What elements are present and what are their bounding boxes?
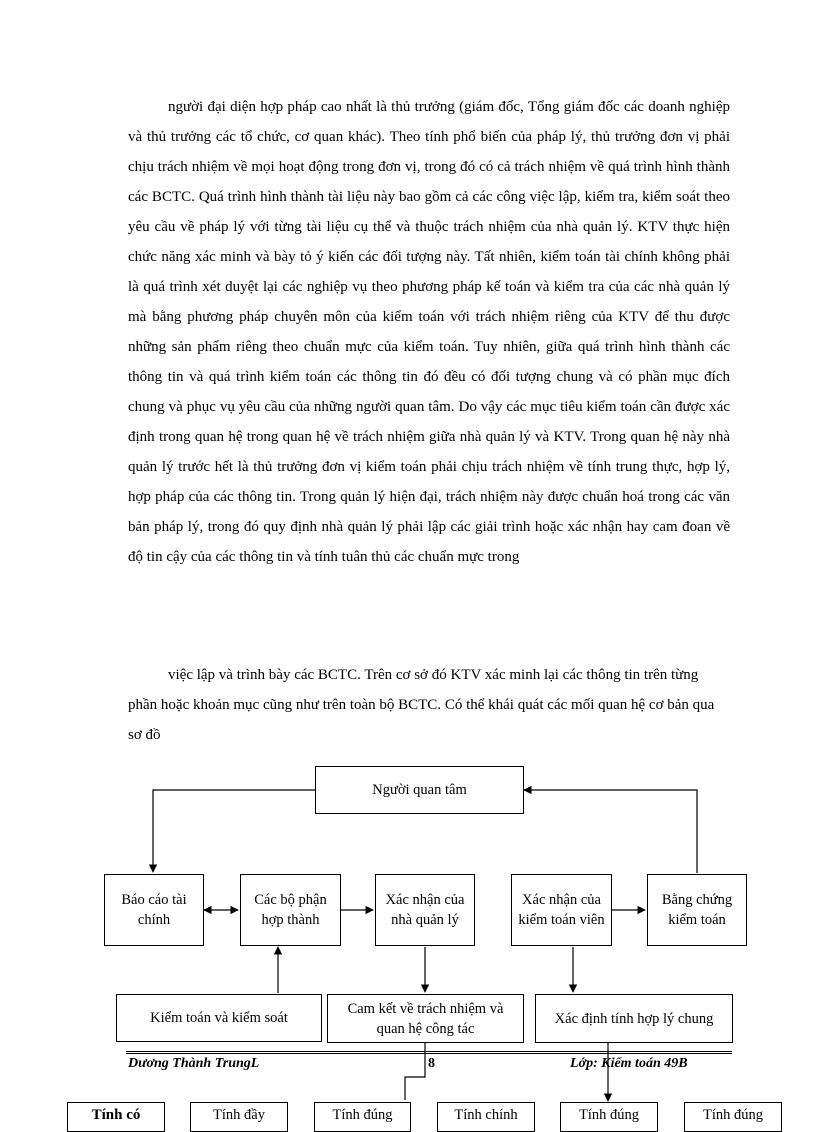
arrow-bangchung-to-nguoi: [524, 790, 697, 873]
box-tinh-dung-1: Tính đúng: [314, 1102, 411, 1132]
box-tinh-co: Tính có: [67, 1102, 165, 1132]
box-tinh-dung-2: Tính đúng: [560, 1102, 658, 1132]
box-xac-nhan-nha-quan-ly: Xác nhận của nhà quản lý: [375, 874, 475, 946]
body-paragraph-1: người đại diện hợp pháp cao nhất là thủ trưởng (giám đốc, Tổng giám đốc các doanh nghiệp và thủ trưởng các tổ chức, cơ quan khác). Theo tính phổ biến của pháp lý, thủ trưởng đơn vị phải chịu trách nhiệm về mọi hoạt động trong đơn vị, trong đó có cả trách nhiệm về quá trình hình thành các BCTC. Quá trình hình thành tài liệu này bao gồm cả các công việc lập, kiểm tra, kiểm soát theo yêu cầu về pháp lý với từng tài liệu cụ thể và thuộc trách nhiệm của nhà quản lý. KTV thực hiện chức năng xác minh và bày tỏ ý kiến các đối tượng này. Tất nhiên, kiểm toán tài chính không phải là quá trình xét duyệt lại các nghiệp vụ theo phương pháp kế toán và kiểm tra của các nhà quản lý mà bằng phương pháp chuyên môn của kiểm toán với trách nhiệm riêng của KTV để thu được những sản phẩm riêng theo chuẩn mực của kiểm toán. Tuy nhiên, giữa quá trình hình thành các thông tin và quá trình kiểm toán các thông tin đó đều có đối tượng chung và có phần mục đích chung và phục vụ yêu cầu của những người quan tâm. Do vậy các mục tiêu kiểm toán cần được xác định trong quan hệ trong quan hệ về trách nhiệm giữa nhà quản lý và KTV. Trong quan hệ này nhà quản lý trước hết là thủ trưởng đơn vị kiểm toán phải chịu trách nhiệm về tính trung thực, hợp lý, hợp pháp của các thông tin. Trong quản lý hiện đại, trách nhiệm này được chuẩn hoá trong các văn bản pháp lý, trong đó quy định nhà quản lý phải lập các giải trình hoặc xác nhận hay cam đoan về độ tin cậy của các thông tin và tính tuân thủ các chuẩn mực trong: [128, 99, 730, 565]
box-bao-cao-tai-chinh: Báo cáo tài chính: [104, 874, 204, 946]
body-paragraph-2: việc lập và trình bày các BCTC. Trên cơ sở đó KTV xác minh lại các thông tin trên từng phần hoặc khoản mục cũng như trên toàn bộ BCTC. Có thể khái quát các mối quan hệ cơ bản qua sơ đồ: [128, 667, 715, 743]
box-xac-dinh: Xác định tính hợp lý chung: [535, 994, 733, 1043]
box-cam-ket: Cam kết về trách nhiệm và quan hệ công tác: [327, 994, 524, 1043]
box-tinh-day: Tính đầy: [190, 1102, 288, 1132]
arrow-nguoi-to-baocao: [153, 790, 315, 872]
footer-rule: [126, 1051, 732, 1054]
box-nguoi-quan-tam: Người quan tâm: [315, 766, 524, 814]
box-cac-bo-phan: Các bộ phận hợp thành: [240, 874, 341, 946]
box-tinh-chinh: Tính chính: [437, 1102, 535, 1132]
box-xac-nhan-ktv: Xác nhận của kiểm toán viên: [511, 874, 612, 946]
footer-author: Dương Thành TrungL: [128, 1056, 260, 1071]
box-tinh-dung-3: Tính đúng: [684, 1102, 782, 1132]
box-kiem-toan-kiem-soat: Kiểm toán và kiểm soát: [116, 994, 322, 1042]
footer-class: Lớp: Kiểm toán 49B: [570, 1056, 688, 1071]
page-number: 8: [428, 1056, 435, 1071]
box-bang-chung: Bằng chứng kiểm toán: [647, 874, 747, 946]
